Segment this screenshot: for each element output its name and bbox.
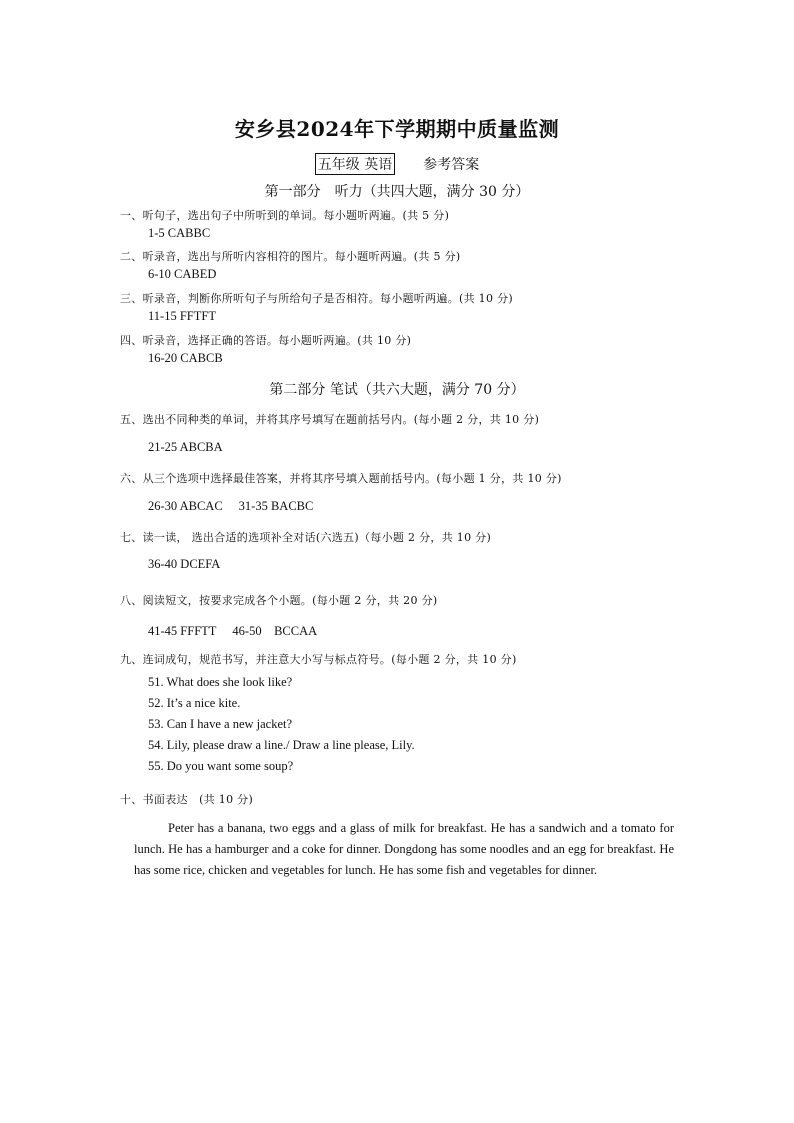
answer-group: 16-20 CABCB	[148, 351, 223, 365]
answer-line	[148, 226, 226, 241]
section-heading: 四、听录音，选择正确的答语。每小题听两遍。(共 10 分)	[120, 334, 412, 347]
section-heading: 十、书面表达 (共 10 分)	[120, 793, 254, 806]
answer-group: 6-10 CABED	[148, 267, 217, 281]
answer-group: 36-40 DCEFA	[148, 557, 221, 571]
sentence-answer: 55. Do you want some soup?	[148, 759, 294, 773]
sentence-answer: 52. It’s a nice kite.	[148, 696, 241, 710]
answer-group: 46-50 BCCAA	[232, 624, 318, 638]
section-heading: 七、读一读， 选出合适的选项补全对话(六选五)（每小题 2 分，共 10 分)	[120, 531, 492, 544]
section-heading: 一、听句子，选出句子中所听到的单词。每小题听两遍。(共 5 分)	[120, 209, 450, 222]
sentence-answer: 54. Lily, please draw a line./ Draw a line please, Lily.	[148, 738, 415, 752]
part1-title: 第一部分 听力（共四大题，满分 30 分）	[264, 184, 530, 200]
section-heading: 九、连词成句，规范书写，并注意大小写与标点符号。(每小题 2 分，共 10 分)	[120, 653, 517, 666]
answer-line	[148, 440, 239, 455]
answer-group: 21-25 ABCBA	[148, 440, 223, 454]
answer-line	[148, 621, 333, 639]
part2-title: 第二部分 笔试（共六大题，满分 70 分）	[269, 382, 525, 398]
answer-group: 11-15 FFTFT	[148, 309, 216, 323]
answer-line	[148, 499, 329, 514]
grade-subject-box: 五年级 英语	[315, 153, 395, 175]
essay-answer: Peter has a banana, two eggs and a glass of milk for breakfast. He has a sandwich and a tomato for lunch. He has a hamburger and a coke for dinner. Dongdong has some noodles and an egg for breakfast. He has some rice, chicken and vegetables for lunch. He has some fish and vegetables for dinner.	[134, 821, 674, 877]
subtitle-row	[0, 153, 794, 175]
answer-line	[148, 557, 236, 572]
section-heading: 三、听录音，判断你所听句子与所给句子是否相符。每小题听两遍。(共 10 分)	[120, 292, 513, 305]
section-heading: 二、听录音，选出与所听内容相符的图片。每小题听两遍。(共 5 分)	[120, 250, 461, 263]
answer-group: 26-30 ABCAC	[148, 499, 223, 513]
sentence-answer: 51. What does she look like?	[148, 675, 293, 689]
answer-key-label: 参考答案	[423, 157, 480, 173]
sentence-answer: 53. Can I have a new jacket?	[148, 717, 293, 731]
section-heading: 六、从三个选项中选择最佳答案，并将其序号填入题前括号内。(每小题 1 分，共 10 分)	[120, 472, 562, 485]
section-heading: 八、阅读短文，按要求完成各个小题。(每小题 2 分，共 20 分)	[120, 594, 438, 607]
answer-line	[148, 351, 239, 366]
page-title: 安乡县2024年下学期期中质量监测	[234, 117, 560, 141]
answer-line	[148, 267, 232, 282]
answer-group: 41-45 FFFTT	[148, 624, 217, 638]
answer-group: 1-5 CABBC	[148, 226, 211, 240]
answer-group: 31-35 BACBC	[238, 499, 314, 513]
section-heading: 五、选出不同种类的单词，并将其序号填写在题前括号内。(每小题 2 分，共 10 分)	[120, 413, 540, 426]
answer-line	[148, 309, 232, 324]
